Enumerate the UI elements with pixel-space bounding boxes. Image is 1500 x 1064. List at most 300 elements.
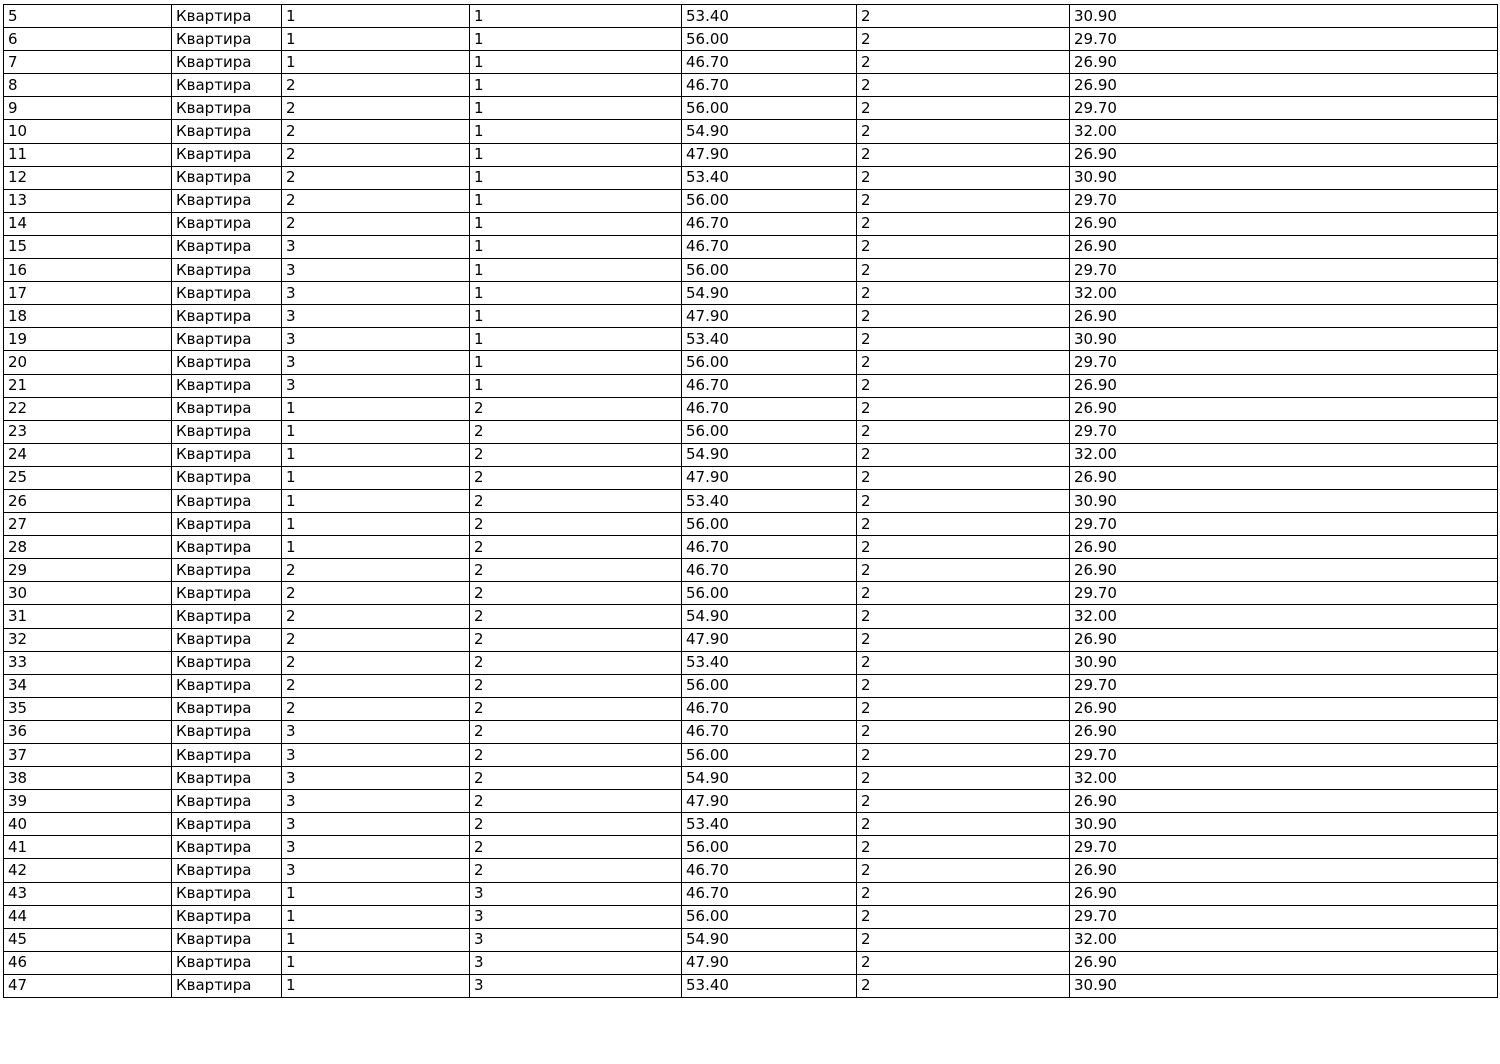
table-row[interactable] [4, 882, 1498, 905]
cell-total_area[interactable]: 54.90 [682, 120, 857, 143]
cell-id[interactable]: 12 [4, 166, 172, 189]
cell-rooms[interactable]: 2 [857, 120, 1070, 143]
cell-floor[interactable]: 2 [470, 466, 682, 489]
cell-id[interactable]: 30 [4, 582, 172, 605]
cell-rooms[interactable]: 2 [857, 767, 1070, 790]
cell-total_area[interactable]: 46.70 [682, 559, 857, 582]
cell-rooms[interactable]: 2 [857, 397, 1070, 420]
cell-floor[interactable]: 1 [470, 143, 682, 166]
cell-rooms[interactable]: 2 [857, 628, 1070, 651]
cell-id[interactable]: 43 [4, 882, 172, 905]
cell-floor[interactable]: 1 [470, 259, 682, 282]
cell-id[interactable]: 10 [4, 120, 172, 143]
cell-total_area[interactable]: 53.40 [682, 651, 857, 674]
cell-floor[interactable]: 1 [470, 97, 682, 120]
cell-type[interactable]: Квартира [172, 235, 282, 258]
cell-type[interactable]: Квартира [172, 28, 282, 51]
cell-section[interactable]: 2 [282, 628, 470, 651]
cell-floor[interactable]: 2 [470, 513, 682, 536]
cell-section[interactable]: 1 [282, 420, 470, 443]
cell-rooms[interactable]: 2 [857, 143, 1070, 166]
cell-total_area[interactable]: 53.40 [682, 166, 857, 189]
cell-floor[interactable]: 2 [470, 605, 682, 628]
cell-id[interactable]: 26 [4, 489, 172, 512]
cell-section[interactable]: 3 [282, 305, 470, 328]
cell-rooms[interactable]: 2 [857, 536, 1070, 559]
table-row[interactable] [4, 628, 1498, 651]
cell-total_area[interactable]: 56.00 [682, 582, 857, 605]
cell-id[interactable]: 11 [4, 143, 172, 166]
cell-section[interactable]: 2 [282, 189, 470, 212]
cell-rooms[interactable]: 2 [857, 905, 1070, 928]
cell-section[interactable]: 1 [282, 536, 470, 559]
cell-floor[interactable]: 2 [470, 651, 682, 674]
cell-type[interactable]: Квартира [172, 767, 282, 790]
cell-id[interactable]: 23 [4, 420, 172, 443]
cell-type[interactable]: Квартира [172, 859, 282, 882]
cell-rooms[interactable]: 2 [857, 859, 1070, 882]
cell-living_area[interactable]: 29.70 [1070, 674, 1498, 697]
cell-rooms[interactable]: 2 [857, 374, 1070, 397]
cell-total_area[interactable]: 56.00 [682, 905, 857, 928]
cell-living_area[interactable]: 30.90 [1070, 5, 1498, 28]
cell-living_area[interactable]: 30.90 [1070, 813, 1498, 836]
cell-total_area[interactable]: 53.40 [682, 5, 857, 28]
cell-floor[interactable]: 2 [470, 489, 682, 512]
cell-rooms[interactable]: 2 [857, 74, 1070, 97]
cell-section[interactable]: 1 [282, 51, 470, 74]
cell-total_area[interactable]: 56.00 [682, 97, 857, 120]
cell-total_area[interactable]: 56.00 [682, 513, 857, 536]
table-row[interactable] [4, 536, 1498, 559]
cell-total_area[interactable]: 53.40 [682, 974, 857, 997]
cell-type[interactable]: Квартира [172, 790, 282, 813]
cell-total_area[interactable]: 46.70 [682, 51, 857, 74]
cell-floor[interactable]: 2 [470, 744, 682, 767]
cell-type[interactable]: Квартира [172, 97, 282, 120]
cell-section[interactable]: 1 [282, 974, 470, 997]
cell-type[interactable]: Квартира [172, 489, 282, 512]
cell-living_area[interactable]: 26.90 [1070, 536, 1498, 559]
cell-floor[interactable]: 1 [470, 74, 682, 97]
cell-living_area[interactable]: 29.70 [1070, 97, 1498, 120]
cell-section[interactable]: 3 [282, 720, 470, 743]
cell-rooms[interactable]: 2 [857, 305, 1070, 328]
table-row[interactable] [4, 767, 1498, 790]
cell-floor[interactable]: 1 [470, 28, 682, 51]
cell-section[interactable]: 3 [282, 235, 470, 258]
cell-id[interactable]: 40 [4, 813, 172, 836]
table-row[interactable] [4, 259, 1498, 282]
cell-rooms[interactable]: 2 [857, 951, 1070, 974]
cell-section[interactable]: 2 [282, 212, 470, 235]
table-row[interactable] [4, 513, 1498, 536]
cell-living_area[interactable]: 32.00 [1070, 443, 1498, 466]
cell-type[interactable]: Квартира [172, 51, 282, 74]
cell-living_area[interactable]: 32.00 [1070, 282, 1498, 305]
cell-id[interactable]: 7 [4, 51, 172, 74]
cell-section[interactable]: 2 [282, 120, 470, 143]
cell-total_area[interactable]: 54.90 [682, 928, 857, 951]
cell-total_area[interactable]: 56.00 [682, 28, 857, 51]
cell-living_area[interactable]: 32.00 [1070, 767, 1498, 790]
cell-floor[interactable]: 1 [470, 305, 682, 328]
cell-rooms[interactable]: 2 [857, 882, 1070, 905]
cell-type[interactable]: Квартира [172, 744, 282, 767]
table-row[interactable] [4, 305, 1498, 328]
cell-id[interactable]: 32 [4, 628, 172, 651]
cell-rooms[interactable]: 2 [857, 466, 1070, 489]
cell-section[interactable]: 3 [282, 374, 470, 397]
cell-floor[interactable]: 1 [470, 51, 682, 74]
cell-floor[interactable]: 2 [470, 813, 682, 836]
cell-type[interactable]: Квартира [172, 166, 282, 189]
table-row[interactable] [4, 351, 1498, 374]
cell-type[interactable]: Квартира [172, 536, 282, 559]
cell-rooms[interactable]: 2 [857, 28, 1070, 51]
cell-type[interactable]: Квартира [172, 143, 282, 166]
cell-type[interactable]: Квартира [172, 559, 282, 582]
cell-rooms[interactable]: 2 [857, 513, 1070, 536]
cell-type[interactable]: Квартира [172, 605, 282, 628]
cell-total_area[interactable]: 53.40 [682, 328, 857, 351]
cell-total_area[interactable]: 46.70 [682, 397, 857, 420]
cell-total_area[interactable]: 46.70 [682, 536, 857, 559]
table-row[interactable] [4, 744, 1498, 767]
cell-type[interactable]: Квартира [172, 651, 282, 674]
cell-living_area[interactable]: 32.00 [1070, 605, 1498, 628]
cell-total_area[interactable]: 46.70 [682, 720, 857, 743]
cell-id[interactable]: 18 [4, 305, 172, 328]
cell-id[interactable]: 22 [4, 397, 172, 420]
cell-floor[interactable]: 1 [470, 120, 682, 143]
cell-rooms[interactable]: 2 [857, 813, 1070, 836]
cell-total_area[interactable]: 47.90 [682, 143, 857, 166]
table-row[interactable] [4, 905, 1498, 928]
cell-rooms[interactable]: 2 [857, 582, 1070, 605]
cell-floor[interactable]: 2 [470, 697, 682, 720]
cell-type[interactable]: Квартира [172, 189, 282, 212]
table-row[interactable] [4, 397, 1498, 420]
cell-id[interactable]: 5 [4, 5, 172, 28]
cell-id[interactable]: 16 [4, 259, 172, 282]
table-row[interactable] [4, 374, 1498, 397]
cell-type[interactable]: Квартира [172, 674, 282, 697]
table-row[interactable] [4, 51, 1498, 74]
cell-floor[interactable]: 3 [470, 974, 682, 997]
cell-section[interactable]: 1 [282, 905, 470, 928]
table-row[interactable] [4, 466, 1498, 489]
cell-section[interactable]: 3 [282, 328, 470, 351]
cell-floor[interactable]: 2 [470, 397, 682, 420]
cell-floor[interactable]: 2 [470, 859, 682, 882]
cell-type[interactable]: Квартира [172, 951, 282, 974]
cell-rooms[interactable]: 2 [857, 282, 1070, 305]
cell-living_area[interactable]: 29.70 [1070, 836, 1498, 859]
cell-living_area[interactable]: 29.70 [1070, 905, 1498, 928]
cell-id[interactable]: 21 [4, 374, 172, 397]
table-row[interactable] [4, 97, 1498, 120]
cell-id[interactable]: 31 [4, 605, 172, 628]
cell-section[interactable]: 2 [282, 559, 470, 582]
cell-rooms[interactable]: 2 [857, 235, 1070, 258]
cell-floor[interactable]: 1 [470, 374, 682, 397]
cell-floor[interactable]: 1 [470, 5, 682, 28]
cell-floor[interactable]: 2 [470, 790, 682, 813]
cell-living_area[interactable]: 29.70 [1070, 582, 1498, 605]
cell-section[interactable]: 2 [282, 697, 470, 720]
cell-type[interactable]: Квартира [172, 974, 282, 997]
cell-floor[interactable]: 2 [470, 443, 682, 466]
cell-section[interactable]: 3 [282, 351, 470, 374]
cell-id[interactable]: 39 [4, 790, 172, 813]
cell-rooms[interactable]: 2 [857, 351, 1070, 374]
cell-section[interactable]: 2 [282, 74, 470, 97]
cell-type[interactable]: Квартира [172, 466, 282, 489]
cell-floor[interactable]: 3 [470, 951, 682, 974]
cell-id[interactable]: 6 [4, 28, 172, 51]
cell-section[interactable]: 1 [282, 489, 470, 512]
cell-floor[interactable]: 2 [470, 628, 682, 651]
cell-type[interactable]: Квартира [172, 120, 282, 143]
cell-rooms[interactable]: 2 [857, 720, 1070, 743]
cell-living_area[interactable]: 26.90 [1070, 882, 1498, 905]
cell-living_area[interactable]: 29.70 [1070, 420, 1498, 443]
cell-living_area[interactable]: 30.90 [1070, 328, 1498, 351]
cell-section[interactable]: 3 [282, 836, 470, 859]
cell-section[interactable]: 1 [282, 928, 470, 951]
cell-rooms[interactable]: 2 [857, 974, 1070, 997]
cell-total_area[interactable]: 46.70 [682, 74, 857, 97]
cell-floor[interactable]: 1 [470, 212, 682, 235]
cell-type[interactable]: Квартира [172, 928, 282, 951]
cell-rooms[interactable]: 2 [857, 189, 1070, 212]
cell-rooms[interactable]: 2 [857, 5, 1070, 28]
cell-living_area[interactable]: 30.90 [1070, 974, 1498, 997]
cell-rooms[interactable]: 2 [857, 166, 1070, 189]
cell-id[interactable]: 45 [4, 928, 172, 951]
table-row[interactable] [4, 166, 1498, 189]
cell-id[interactable]: 8 [4, 74, 172, 97]
table-row[interactable] [4, 674, 1498, 697]
cell-floor[interactable]: 1 [470, 189, 682, 212]
cell-rooms[interactable]: 2 [857, 212, 1070, 235]
table-row[interactable] [4, 189, 1498, 212]
cell-rooms[interactable]: 2 [857, 697, 1070, 720]
cell-type[interactable]: Квартира [172, 305, 282, 328]
cell-id[interactable]: 38 [4, 767, 172, 790]
cell-id[interactable]: 42 [4, 859, 172, 882]
cell-type[interactable]: Квартира [172, 882, 282, 905]
cell-id[interactable]: 14 [4, 212, 172, 235]
cell-section[interactable]: 2 [282, 651, 470, 674]
cell-type[interactable]: Квартира [172, 328, 282, 351]
cell-living_area[interactable]: 26.90 [1070, 212, 1498, 235]
table-row[interactable] [4, 328, 1498, 351]
cell-type[interactable]: Квартира [172, 582, 282, 605]
cell-floor[interactable]: 3 [470, 882, 682, 905]
cell-section[interactable]: 1 [282, 443, 470, 466]
table-row[interactable] [4, 120, 1498, 143]
cell-type[interactable]: Квартира [172, 397, 282, 420]
cell-type[interactable]: Квартира [172, 513, 282, 536]
cell-section[interactable]: 1 [282, 951, 470, 974]
cell-total_area[interactable]: 56.00 [682, 259, 857, 282]
cell-type[interactable]: Квартира [172, 282, 282, 305]
cell-rooms[interactable]: 2 [857, 836, 1070, 859]
cell-section[interactable]: 1 [282, 397, 470, 420]
cell-living_area[interactable]: 26.90 [1070, 628, 1498, 651]
cell-type[interactable]: Квартира [172, 351, 282, 374]
table-row[interactable] [4, 74, 1498, 97]
cell-living_area[interactable]: 26.90 [1070, 143, 1498, 166]
cell-rooms[interactable]: 2 [857, 744, 1070, 767]
cell-total_area[interactable]: 56.00 [682, 744, 857, 767]
cell-section[interactable]: 2 [282, 582, 470, 605]
cell-floor[interactable]: 1 [470, 351, 682, 374]
cell-type[interactable]: Квартира [172, 836, 282, 859]
cell-type[interactable]: Квартира [172, 212, 282, 235]
table-row[interactable] [4, 143, 1498, 166]
cell-rooms[interactable]: 2 [857, 790, 1070, 813]
cell-id[interactable]: 20 [4, 351, 172, 374]
cell-living_area[interactable]: 26.90 [1070, 697, 1498, 720]
cell-living_area[interactable]: 26.90 [1070, 859, 1498, 882]
cell-living_area[interactable]: 32.00 [1070, 928, 1498, 951]
cell-living_area[interactable]: 32.00 [1070, 120, 1498, 143]
cell-section[interactable]: 3 [282, 744, 470, 767]
cell-id[interactable]: 37 [4, 744, 172, 767]
cell-section[interactable]: 3 [282, 282, 470, 305]
table-row[interactable] [4, 651, 1498, 674]
cell-section[interactable]: 2 [282, 97, 470, 120]
table-row[interactable] [4, 928, 1498, 951]
cell-living_area[interactable]: 29.70 [1070, 259, 1498, 282]
cell-rooms[interactable]: 2 [857, 420, 1070, 443]
cell-id[interactable]: 27 [4, 513, 172, 536]
cell-id[interactable]: 33 [4, 651, 172, 674]
cell-living_area[interactable]: 26.90 [1070, 51, 1498, 74]
cell-id[interactable]: 36 [4, 720, 172, 743]
cell-total_area[interactable]: 47.90 [682, 305, 857, 328]
cell-total_area[interactable]: 54.90 [682, 767, 857, 790]
cell-type[interactable]: Квартира [172, 443, 282, 466]
cell-floor[interactable]: 2 [470, 836, 682, 859]
cell-living_area[interactable]: 26.90 [1070, 397, 1498, 420]
cell-rooms[interactable]: 2 [857, 97, 1070, 120]
cell-total_area[interactable]: 56.00 [682, 351, 857, 374]
cell-living_area[interactable]: 29.70 [1070, 28, 1498, 51]
cell-id[interactable]: 9 [4, 97, 172, 120]
cell-type[interactable]: Квартира [172, 628, 282, 651]
cell-type[interactable]: Квартира [172, 74, 282, 97]
cell-total_area[interactable]: 56.00 [682, 420, 857, 443]
cell-living_area[interactable]: 30.90 [1070, 489, 1498, 512]
cell-id[interactable]: 25 [4, 466, 172, 489]
cell-type[interactable]: Квартира [172, 720, 282, 743]
cell-rooms[interactable]: 2 [857, 651, 1070, 674]
cell-floor[interactable]: 2 [470, 720, 682, 743]
cell-rooms[interactable]: 2 [857, 674, 1070, 697]
table-row[interactable] [4, 951, 1498, 974]
cell-id[interactable]: 46 [4, 951, 172, 974]
cell-living_area[interactable]: 29.70 [1070, 744, 1498, 767]
cell-rooms[interactable]: 2 [857, 328, 1070, 351]
cell-living_area[interactable]: 26.90 [1070, 790, 1498, 813]
cell-living_area[interactable]: 26.90 [1070, 305, 1498, 328]
cell-living_area[interactable]: 29.70 [1070, 513, 1498, 536]
cell-floor[interactable]: 1 [470, 282, 682, 305]
table-row[interactable] [4, 420, 1498, 443]
cell-rooms[interactable]: 2 [857, 443, 1070, 466]
cell-floor[interactable]: 3 [470, 928, 682, 951]
cell-floor[interactable]: 1 [470, 328, 682, 351]
table-row[interactable] [4, 836, 1498, 859]
cell-type[interactable]: Квартира [172, 905, 282, 928]
cell-living_area[interactable]: 26.90 [1070, 466, 1498, 489]
table-row[interactable] [4, 859, 1498, 882]
cell-living_area[interactable]: 29.70 [1070, 189, 1498, 212]
cell-floor[interactable]: 2 [470, 536, 682, 559]
cell-total_area[interactable]: 46.70 [682, 374, 857, 397]
table-row[interactable] [4, 582, 1498, 605]
cell-section[interactable]: 2 [282, 605, 470, 628]
cell-section[interactable]: 1 [282, 5, 470, 28]
cell-total_area[interactable]: 56.00 [682, 189, 857, 212]
cell-section[interactable]: 3 [282, 859, 470, 882]
cell-floor[interactable]: 1 [470, 166, 682, 189]
cell-section[interactable]: 1 [282, 466, 470, 489]
cell-section[interactable]: 2 [282, 166, 470, 189]
cell-rooms[interactable]: 2 [857, 928, 1070, 951]
cell-total_area[interactable]: 47.90 [682, 628, 857, 651]
cell-total_area[interactable]: 53.40 [682, 813, 857, 836]
cell-total_area[interactable]: 46.70 [682, 882, 857, 905]
cell-living_area[interactable]: 30.90 [1070, 166, 1498, 189]
cell-id[interactable]: 41 [4, 836, 172, 859]
cell-rooms[interactable]: 2 [857, 559, 1070, 582]
cell-type[interactable]: Квартира [172, 697, 282, 720]
cell-living_area[interactable]: 29.70 [1070, 351, 1498, 374]
table-row[interactable] [4, 443, 1498, 466]
cell-rooms[interactable]: 2 [857, 489, 1070, 512]
cell-floor[interactable]: 2 [470, 674, 682, 697]
cell-type[interactable]: Квартира [172, 259, 282, 282]
table-row[interactable] [4, 235, 1498, 258]
table-row[interactable] [4, 697, 1498, 720]
cell-type[interactable]: Квартира [172, 5, 282, 28]
cell-rooms[interactable]: 2 [857, 259, 1070, 282]
table-row[interactable] [4, 720, 1498, 743]
cell-floor[interactable]: 3 [470, 905, 682, 928]
cell-total_area[interactable]: 46.70 [682, 212, 857, 235]
cell-floor[interactable]: 2 [470, 420, 682, 443]
cell-type[interactable]: Квартира [172, 374, 282, 397]
cell-total_area[interactable]: 47.90 [682, 790, 857, 813]
cell-rooms[interactable]: 2 [857, 605, 1070, 628]
cell-id[interactable]: 44 [4, 905, 172, 928]
cell-id[interactable]: 47 [4, 974, 172, 997]
cell-section[interactable]: 1 [282, 513, 470, 536]
cell-section[interactable]: 3 [282, 767, 470, 790]
cell-section[interactable]: 3 [282, 790, 470, 813]
table-row[interactable] [4, 559, 1498, 582]
cell-floor[interactable]: 2 [470, 559, 682, 582]
cell-type[interactable]: Квартира [172, 420, 282, 443]
cell-id[interactable]: 17 [4, 282, 172, 305]
cell-floor[interactable]: 2 [470, 582, 682, 605]
table-row[interactable] [4, 489, 1498, 512]
